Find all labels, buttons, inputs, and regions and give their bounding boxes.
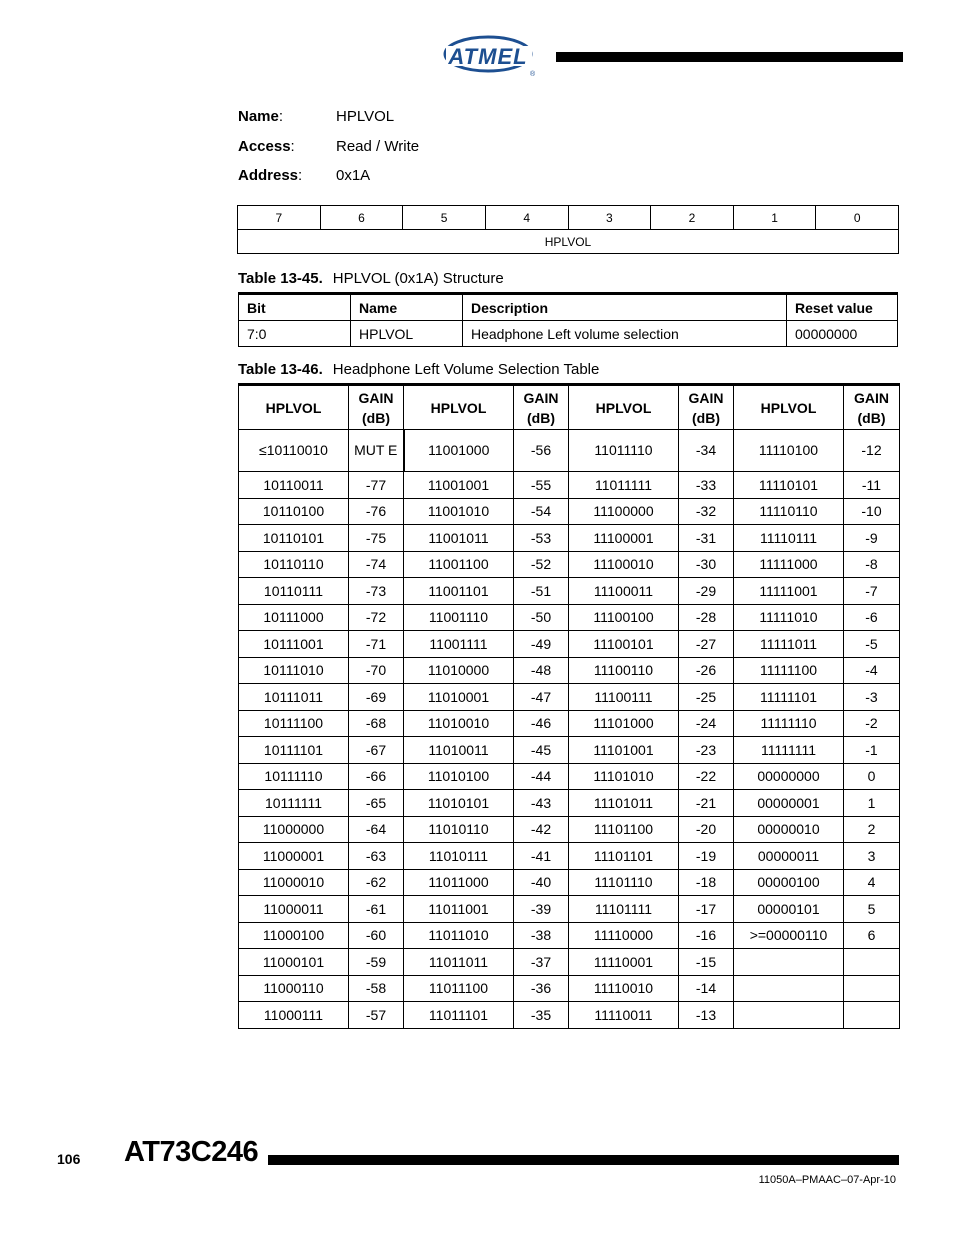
gain-cell: 4 [844,869,900,896]
gain-cell: -50 [514,604,569,631]
hplvol-code-cell: 10110101 [239,525,349,552]
table-row [239,763,900,790]
gain-cell: -13 [679,1002,734,1029]
gain-cell: -76 [349,498,404,525]
table-row [239,737,900,764]
hplvol-code-cell: ≤10110010 [239,430,349,472]
hplvol-code-cell: 11100011 [569,578,679,605]
hplvol-code-cell: 11010100 [404,763,514,790]
hplvol-code-cell: 10110111 [239,578,349,605]
hplvol-code-cell: 11111100 [734,657,844,684]
footer-rule [268,1155,899,1165]
table-row [239,604,900,631]
hplvol-code-cell: 11000001 [239,843,349,870]
column-header: GAIN (dB) [679,385,734,430]
access-label: Access [238,138,291,155]
gain-cell: -43 [514,790,569,817]
hplvol-code-cell: 11111000 [734,551,844,578]
gain-cell: -36 [514,975,569,1002]
gain-cell: -15 [679,949,734,976]
table45-title: HPLVOL (0x1A) Structure [332,270,504,287]
hplvol-code-cell: 11111010 [734,604,844,631]
gain-cell: -63 [349,843,404,870]
access-value: Read / Write [336,138,420,155]
hplvol-code-cell: 11101111 [569,896,679,923]
hplvol-code-cell: 11100100 [569,604,679,631]
column-header: Reset value [787,294,898,321]
gain-cell: -16 [679,922,734,949]
gain-cell: -14 [679,975,734,1002]
bit-layout-table [237,205,899,254]
bit-cell: 0 [816,206,899,230]
gain-cell: -37 [514,949,569,976]
hplvol-code-cell: 11101101 [569,843,679,870]
bit-cell: 7 [238,206,321,230]
hplvol-code-cell: 10111010 [239,657,349,684]
address-value: 0x1A [336,167,371,184]
column-header: HPLVOL [239,385,349,430]
column-header: GAIN (dB) [514,385,569,430]
gain-cell: -39 [514,896,569,923]
atmel-logo-graphic [440,32,536,80]
gain-cell: -48 [514,657,569,684]
table-cell: 00000000 [787,321,898,347]
table-row [239,922,900,949]
hplvol-code-cell: >=00000110 [734,922,844,949]
gain-cell: -8 [844,551,900,578]
gain-cell: -62 [349,869,404,896]
gain-cell: -23 [679,737,734,764]
table-row [239,657,900,684]
table45-caption [238,270,504,287]
gain-cell: -1 [844,737,900,764]
field-row [238,230,899,254]
register-address-row: Address: 0x1A [238,167,371,184]
gain-cell: -31 [679,525,734,552]
hplvol-code-cell: 11011000 [404,869,514,896]
hplvol-code-cell: 11110100 [734,430,844,472]
table-row [239,578,900,605]
gain-cell: -6 [844,604,900,631]
hplvol-code-cell: 11010000 [404,657,514,684]
gain-cell: -25 [679,684,734,711]
gain-cell: 3 [844,843,900,870]
bit-cell: 6 [320,206,403,230]
gain-cell: -30 [679,551,734,578]
gain-cell: -71 [349,631,404,658]
document-title: AT73C246 [124,1136,259,1168]
hplvol-code-cell: 10111011 [239,684,349,711]
gain-cell: -47 [514,684,569,711]
gain-cell: -42 [514,816,569,843]
gain-cell: -53 [514,525,569,552]
table-row [239,843,900,870]
gain-cell: -11 [844,472,900,499]
hplvol-code-cell: 11000101 [239,949,349,976]
bit-cell: 1 [733,206,816,230]
hplvol-code-cell: 11010010 [404,710,514,737]
hplvol-code-cell: 00000011 [734,843,844,870]
table-cell: HPLVOL [351,321,463,347]
structure-header-row [239,294,898,321]
gain-cell: -17 [679,896,734,923]
gain-cell: -19 [679,843,734,870]
gain-cell [844,949,900,976]
gain-cell: 2 [844,816,900,843]
bit-cell: 3 [568,206,651,230]
bit-cell: 4 [485,206,568,230]
column-header: Bit [239,294,351,321]
hplvol-code-cell: 11000111 [239,1002,349,1029]
gain-cell: 6 [844,922,900,949]
hplvol-code-cell: 10110011 [239,472,349,499]
hplvol-code-cell: 10111101 [239,737,349,764]
hplvol-code-cell: 11010011 [404,737,514,764]
gain-cell: -41 [514,843,569,870]
hplvol-code-cell: 11011101 [404,1002,514,1029]
gain-cell: -65 [349,790,404,817]
volume-selection-table [238,383,900,1029]
hplvol-code-cell: 11001010 [404,498,514,525]
gain-cell: -52 [514,551,569,578]
hplvol-code-cell: 11011110 [569,430,679,472]
table-row [239,949,900,976]
hplvol-code-cell: 10111110 [239,763,349,790]
table-cell: Headphone Left volume selection [463,321,787,347]
table-row [239,430,900,472]
table-row [239,710,900,737]
gain-cell: -3 [844,684,900,711]
register-name-row: Name: HPLVOL [238,108,395,125]
gain-cell: -12 [844,430,900,472]
hplvol-code-cell: 11101000 [569,710,679,737]
hplvol-code-cell: 11000110 [239,975,349,1002]
hplvol-code-cell: 11100101 [569,631,679,658]
hplvol-code-cell: 11000000 [239,816,349,843]
hplvol-code-cell: 11101100 [569,816,679,843]
gain-cell: -60 [349,922,404,949]
table-row [239,975,900,1002]
hplvol-code-cell: 11111011 [734,631,844,658]
gain-cell: -44 [514,763,569,790]
hplvol-code-cell: 11110010 [569,975,679,1002]
hplvol-code-cell: 11001111 [404,631,514,658]
gain-cell: -4 [844,657,900,684]
hplvol-code-cell: 00000100 [734,869,844,896]
gain-cell: 5 [844,896,900,923]
gain-cell: -2 [844,710,900,737]
hplvol-code-cell: 11100001 [569,525,679,552]
column-header: HPLVOL [734,385,844,430]
table46-title: Headphone Left Volume Selection Table [332,361,600,378]
table-row [239,869,900,896]
hplvol-code-cell: 10110110 [239,551,349,578]
gain-cell: -33 [679,472,734,499]
hplvol-code-cell: 11011100 [404,975,514,1002]
gain-cell: -70 [349,657,404,684]
gain-cell: -35 [514,1002,569,1029]
table-row [239,551,900,578]
gain-cell: -56 [514,430,569,472]
gain-cell: -74 [349,551,404,578]
gain-cell: -24 [679,710,734,737]
hplvol-code-cell: 10111001 [239,631,349,658]
gain-cell: -32 [679,498,734,525]
hplvol-code-cell: 11000010 [239,869,349,896]
table-row [239,816,900,843]
gain-cell: 0 [844,763,900,790]
gain-cell: -5 [844,631,900,658]
gain-cell: -61 [349,896,404,923]
hplvol-code-cell: 11100010 [569,551,679,578]
hplvol-code-cell: 00000000 [734,763,844,790]
hplvol-code-cell: 10111111 [239,790,349,817]
column-header: Description [463,294,787,321]
hplvol-code-cell: 11110000 [569,922,679,949]
gain-cell: -20 [679,816,734,843]
gain-cell: -68 [349,710,404,737]
hplvol-code-cell: 11001001 [404,472,514,499]
gain-cell [844,1002,900,1029]
hplvol-code-cell: 11001000 [404,430,514,472]
hplvol-code-cell: 11101110 [569,869,679,896]
gain-cell: -77 [349,472,404,499]
hplvol-code-cell: 11110110 [734,498,844,525]
bit-cell: 5 [403,206,486,230]
gain-cell: -34 [679,430,734,472]
hplvol-code-cell: 11101011 [569,790,679,817]
bit-number-row [238,206,899,230]
hplvol-code-cell: 11111101 [734,684,844,711]
gain-cell: -29 [679,578,734,605]
column-header: GAIN (dB) [349,385,404,430]
column-header: HPLVOL [404,385,514,430]
hplvol-code-cell: 11110111 [734,525,844,552]
hplvol-code-cell: 00000101 [734,896,844,923]
hplvol-code-cell: 10111000 [239,604,349,631]
name-label: Name [238,108,279,125]
gain-cell: -67 [349,737,404,764]
gain-cell: -22 [679,763,734,790]
table-row [239,896,900,923]
table46-caption [238,361,599,378]
header-rule [556,52,903,62]
hplvol-code-cell: 11000011 [239,896,349,923]
document-reference: 11050A–PMAAC–07-Apr-10 [758,1174,896,1186]
hplvol-code-cell: 11110001 [569,949,679,976]
hplvol-code-cell: 11001100 [404,551,514,578]
gain-cell: -58 [349,975,404,1002]
hplvol-code-cell: 11011111 [569,472,679,499]
hplvol-code-cell [734,949,844,976]
hplvol-code-cell: 11010101 [404,790,514,817]
hplvol-code-cell [734,975,844,1002]
table-row [239,498,900,525]
column-header: HPLVOL [569,385,679,430]
hplvol-code-cell: 10110100 [239,498,349,525]
hplvol-code-cell: 11011010 [404,922,514,949]
address-label: Address [238,167,299,184]
hplvol-code-cell: 00000001 [734,790,844,817]
hplvol-code-cell [734,1002,844,1029]
svg-text:ATMEL: ATMEL [448,44,528,69]
gain-cell: -51 [514,578,569,605]
gain-cell: -49 [514,631,569,658]
table-row [239,684,900,711]
gain-cell: -46 [514,710,569,737]
gain-cell: -38 [514,922,569,949]
hplvol-code-cell: 11111001 [734,578,844,605]
hplvol-code-cell: 11010001 [404,684,514,711]
table-row [239,1002,900,1029]
hplvol-code-cell: 11101010 [569,763,679,790]
gain-cell: -59 [349,949,404,976]
gain-cell: MUT E [349,430,404,472]
column-header: Name [351,294,463,321]
hplvol-code-cell: 11111111 [734,737,844,764]
hplvol-code-cell: 11000100 [239,922,349,949]
volume-header-row [239,385,900,430]
gain-cell: -10 [844,498,900,525]
hplvol-code-cell: 11100000 [569,498,679,525]
gain-cell: -27 [679,631,734,658]
register-access-row: Access: Read / Write [238,138,420,155]
gain-cell: -57 [349,1002,404,1029]
svg-text:®: ® [530,71,536,78]
hplvol-code-cell: 11001011 [404,525,514,552]
gain-cell: 1 [844,790,900,817]
gain-cell [844,975,900,1002]
gain-cell: -75 [349,525,404,552]
hplvol-code-cell: 11101001 [569,737,679,764]
hplvol-code-cell: 11010111 [404,843,514,870]
hplvol-code-cell: 10111100 [239,710,349,737]
gain-cell: -40 [514,869,569,896]
gain-cell: -45 [514,737,569,764]
hplvol-code-cell: 11100110 [569,657,679,684]
hplvol-code-cell: 11100111 [569,684,679,711]
page-number: 106 [57,1151,81,1167]
field-name-cell: HPLVOL [238,230,899,254]
gain-cell: -28 [679,604,734,631]
bit-cell: 2 [651,206,734,230]
gain-cell: -69 [349,684,404,711]
hplvol-code-cell: 11110101 [734,472,844,499]
gain-cell: -21 [679,790,734,817]
hplvol-code-cell: 11001101 [404,578,514,605]
gain-cell: -55 [514,472,569,499]
volume-table-body [239,430,900,1029]
name-value: HPLVOL [336,108,395,125]
structure-table [238,292,898,347]
column-header: GAIN (dB) [844,385,900,430]
gain-cell: -73 [349,578,404,605]
hplvol-code-cell: 00000010 [734,816,844,843]
hplvol-code-cell: 11110011 [569,1002,679,1029]
table45-number: Table 13-45. [238,270,323,287]
gain-cell: -72 [349,604,404,631]
hplvol-code-cell: 11001110 [404,604,514,631]
table-row [239,525,900,552]
gain-cell: -54 [514,498,569,525]
atmel-logo [440,32,536,80]
table-row [239,790,900,817]
table-row [239,472,900,499]
gain-cell: -9 [844,525,900,552]
hplvol-code-cell: 11011001 [404,896,514,923]
hplvol-code-cell: 11011011 [404,949,514,976]
table-row [239,321,898,347]
table-row [239,631,900,658]
hplvol-code-cell: 11010110 [404,816,514,843]
gain-cell: -7 [844,578,900,605]
gain-cell: -18 [679,869,734,896]
hplvol-code-cell: 11111110 [734,710,844,737]
gain-cell: -64 [349,816,404,843]
gain-cell: -66 [349,763,404,790]
table46-number: Table 13-46. [238,361,323,378]
gain-cell: -26 [679,657,734,684]
table-cell: 7:0 [239,321,351,347]
